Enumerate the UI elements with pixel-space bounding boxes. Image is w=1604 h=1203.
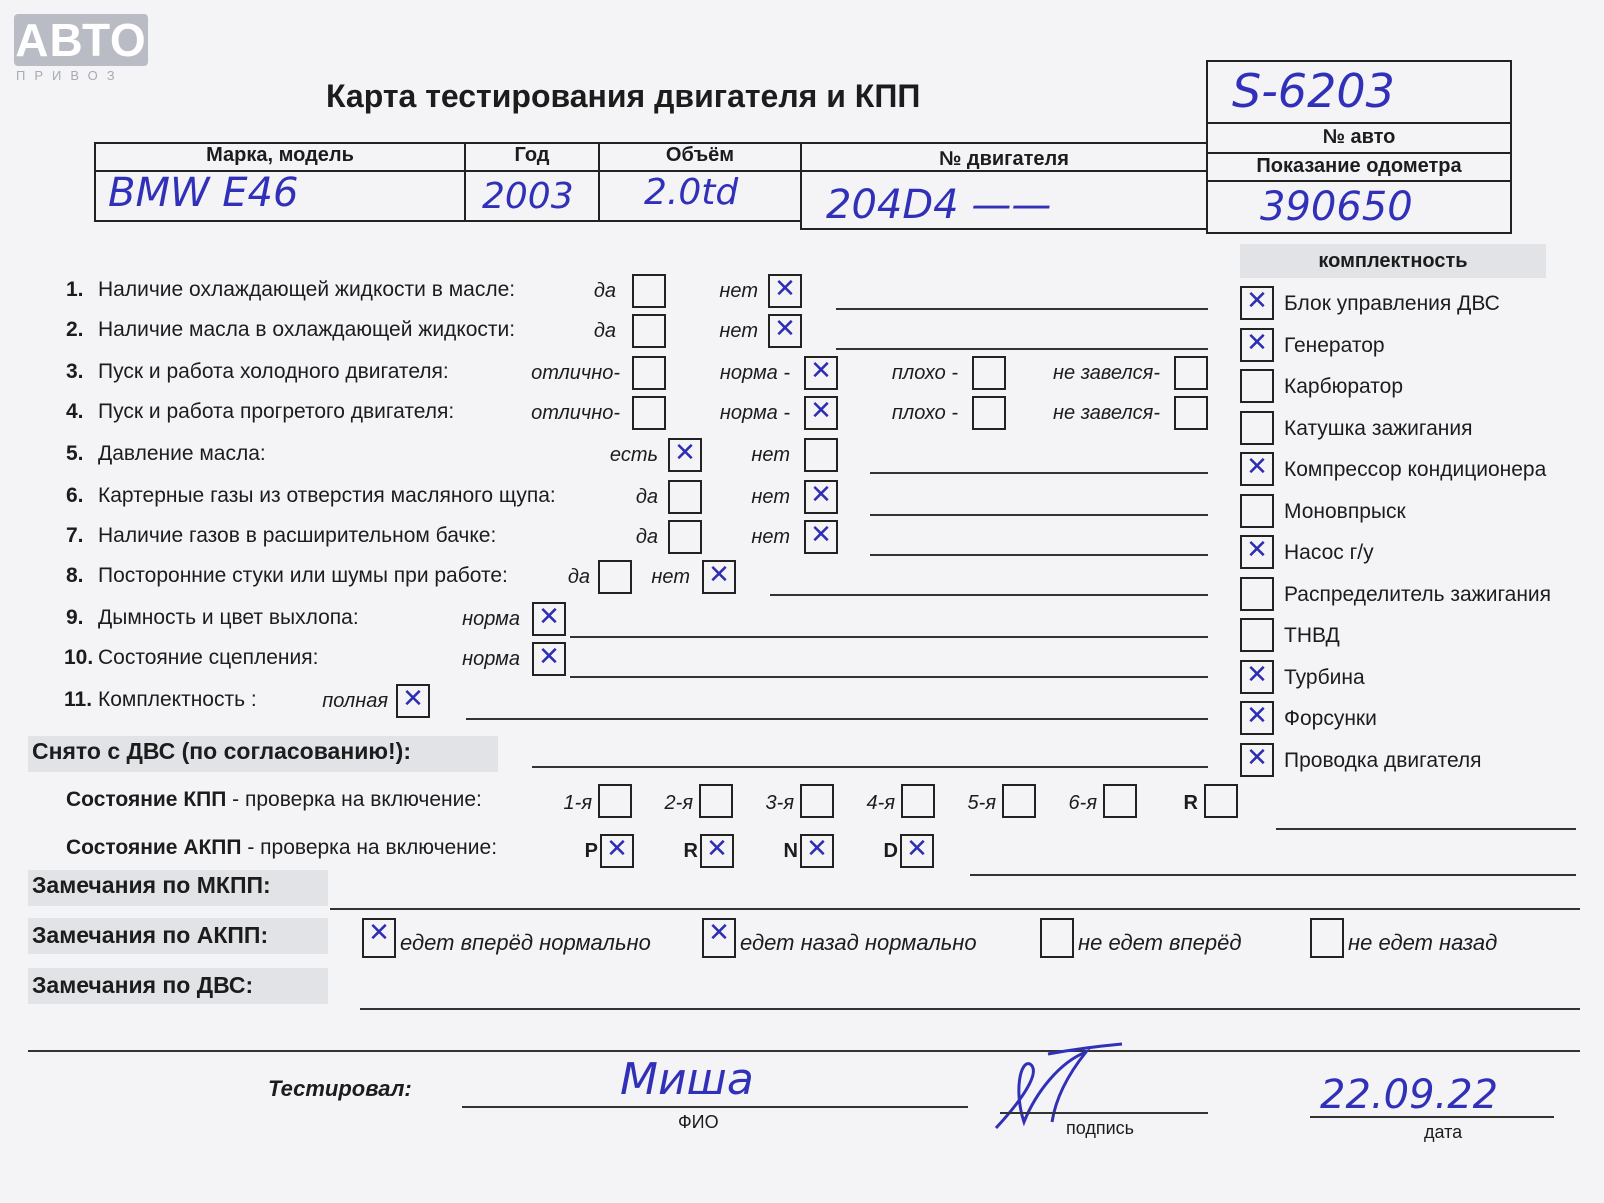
akpp-remark-label: едет вперёд нормально [400,930,651,955]
option-label: плохо - [891,402,958,424]
completeness-item-label: Проводка двигателя [1284,748,1482,772]
tested-label: Тестировал: [268,1076,412,1101]
kpp-label-bold: Состояние КПП [66,788,227,811]
name-value: Миша [620,1054,754,1105]
completeness-item-label: Распределитель зажигания [1284,582,1552,606]
akpp-remark-label: не едет назад [1348,930,1498,955]
question-number: 7. [66,524,84,547]
completeness-checkbox[interactable] [1240,411,1274,445]
odometer-label: Показание одометра [1256,155,1462,177]
odometer-value: 390650 [1260,184,1413,230]
removed-label: Снято с ДВС (по согласованию!): [32,738,411,764]
completeness-item-label: Карбюратор [1284,375,1404,398]
kpp-gear-checkbox[interactable] [901,784,935,818]
option-label: нет [719,280,758,302]
kpp-gear-label: R [1183,792,1198,814]
question-text: Наличие масла в охлаждающей жидкости: [98,318,516,341]
option-checkbox[interactable] [632,274,666,308]
kpp-gear-checkbox[interactable] [1204,784,1238,818]
signature-line [1000,1112,1208,1114]
kpp-label [66,788,482,812]
option-label: да [593,320,616,342]
completeness-item-label: Форсунки [1284,707,1377,730]
option-checkbox[interactable] [804,396,838,430]
option-checkbox[interactable] [668,480,702,514]
akpp-remark-checkbox[interactable] [1310,918,1344,958]
kpp-gear-label: 1-я [563,792,592,814]
question-number: 9. [66,606,84,629]
akpp-label-bold: Состояние АКПП [66,836,242,859]
option-checkbox[interactable] [598,560,632,594]
question-text: Посторонние стуки или шумы при работе: [98,564,508,587]
completeness-checkbox[interactable] [1240,369,1274,403]
logo: АВТО [15,14,147,66]
kpp-gear-checkbox[interactable] [699,784,733,818]
signature-caption: подпись [1066,1118,1135,1138]
akpp-gear-checkbox[interactable] [700,834,734,868]
option-label: полная [322,690,388,712]
date-caption: дата [1424,1122,1463,1142]
question-text: Наличие охлаждающей жидкости в масле: [98,278,516,301]
akpp-gear-label: R [683,840,698,862]
remarks-dvs-line-2 [28,1050,1580,1052]
question-text: Комплектность : [98,688,257,711]
option-checkbox[interactable] [396,684,430,718]
year-label: Год [514,144,550,166]
completeness-checkbox[interactable] [1240,535,1274,569]
akpp-remark-checkbox[interactable] [1040,918,1074,958]
question-text: Картерные газы из отверстия масляного щупа: [98,484,556,507]
question-number: 11. [64,688,93,711]
option-label: норма [462,608,520,630]
logo-subtitle: ПРИВОЗ [16,68,124,83]
kpp-gear-label: 5-я [967,792,996,814]
completeness-checkbox[interactable] [1240,701,1274,735]
answer-line [836,308,1208,310]
volume-label: Объём [665,144,735,166]
kpp-line [1276,828,1576,830]
option-checkbox[interactable] [668,520,702,554]
option-checkbox[interactable] [632,314,666,348]
option-checkbox[interactable] [702,560,736,594]
completeness-item-label: Компрессор кондиционера [1284,458,1547,481]
option-checkbox[interactable] [532,602,566,636]
completeness-checkbox[interactable] [1240,660,1274,694]
option-checkbox[interactable] [632,356,666,390]
option-label: нет [719,320,758,342]
make-label: Марка, модель [206,144,354,166]
completeness-item-label: Генератор [1284,333,1385,357]
date-line [1310,1116,1554,1118]
answer-line [870,554,1208,556]
question-text: Давление масла: [98,442,266,465]
option-label: нет [751,444,790,466]
option-label: норма - [719,402,790,424]
completeness-checkbox[interactable] [1240,286,1274,320]
akpp-gear-label: D [883,840,898,862]
question-number: 8. [66,564,84,587]
completeness-checkbox[interactable] [1240,452,1274,486]
remarks-akpp-label: Замечания по АКПП: [32,922,269,948]
date-value: 22.09.22 [1320,1072,1499,1118]
question-number: 5. [66,442,84,465]
answer-line [570,636,1208,638]
completeness-checkbox[interactable] [1240,743,1274,777]
answer-line [770,594,1208,596]
question-text: Пуск и работа прогретого двигателя: [98,400,455,423]
kpp-label-rest: - проверка на включение: [226,788,482,811]
question-text: Состояние сцепления: [98,646,319,669]
option-checkbox[interactable] [804,438,838,472]
option-label: норма [462,648,520,670]
akpp-gear-checkbox[interactable] [800,834,834,868]
option-checkbox[interactable] [972,356,1006,390]
akpp-gear-label: N [783,840,798,862]
completeness-checkbox[interactable] [1240,577,1274,611]
option-label: да [593,280,616,302]
kpp-gear-label: 2-я [664,792,693,814]
completeness-item-label: Насос г/у [1284,541,1374,564]
completeness-checkbox[interactable] [1240,494,1274,528]
option-checkbox[interactable] [668,438,702,472]
option-checkbox[interactable] [768,274,802,308]
completeness-title: комплектность [1318,250,1468,272]
question-text: Наличие газов в расширительном бачке: [98,524,497,547]
option-checkbox[interactable] [804,480,838,514]
kpp-gear-checkbox[interactable] [1103,784,1137,818]
question-number: 6. [66,484,84,507]
option-label: да [635,526,658,548]
option-checkbox[interactable] [972,396,1006,430]
option-checkbox[interactable] [532,642,566,676]
akpp-gear-label: P [584,840,598,862]
option-checkbox[interactable] [1174,396,1208,430]
option-label: есть [609,444,658,466]
question-number: 2. [66,318,84,341]
akpp-gear-checkbox[interactable] [600,834,634,868]
option-label: нет [651,566,690,588]
removed-line [532,766,1208,768]
option-label: не завелся- [1053,362,1160,384]
remarks-dvs-line [360,1008,1580,1010]
kpp-gear-label: 6-я [1068,792,1097,814]
name-caption: ФИО [678,1112,719,1132]
engine-label: № двигателя [939,148,1069,170]
option-checkbox[interactable] [632,396,666,430]
option-label: да [567,566,590,588]
option-label: нет [751,486,790,508]
kpp-gear-label: 4-я [866,792,895,814]
answer-line [466,718,1208,720]
answer-line [870,514,1208,516]
completeness-checkbox[interactable] [1240,328,1274,362]
akpp-label-rest: - проверка на включение: [241,836,498,859]
akpp-remark-label: едет назад нормально [740,930,977,955]
answer-line [570,676,1208,678]
option-checkbox[interactable] [1174,356,1208,390]
question-number: 3. [66,360,84,383]
question-number: 4. [66,400,84,423]
remarks-dvs-label: Замечания по ДВС: [32,972,254,998]
akpp-gear-checkbox[interactable] [900,834,934,868]
completeness-item-label: ТНВД [1284,624,1340,647]
auto-number-value: S-6203 [1232,64,1395,118]
question-number: 1. [66,278,84,301]
engine-value: 204D4 —— [826,182,1052,228]
option-label: плохо - [891,362,958,384]
option-checkbox[interactable] [804,520,838,554]
akpp-remark-label: не едет вперёд [1078,930,1242,955]
kpp-gear-label: 3-я [765,792,794,814]
volume-value: 2.0td [644,172,739,213]
completeness-item-label: Блок управления ДВС [1284,292,1500,315]
completeness-item-label: Катушка зажигания [1284,416,1473,440]
question-number: 10. [64,646,94,669]
option-label: не завелся- [1053,402,1160,424]
answer-line [870,472,1208,474]
year-value: 2003 [482,176,574,217]
option-label: отлично- [531,402,620,424]
option-checkbox[interactable] [768,314,802,348]
remarks-mkpp-label: Замечания по МКПП: [32,872,271,898]
kpp-gear-checkbox[interactable] [598,784,632,818]
option-label: да [635,486,658,508]
question-text: Пуск и работа холодного двигателя: [98,360,449,383]
akpp-remark-checkbox[interactable] [362,918,396,958]
akpp-label [66,836,497,860]
question-text: Дымность и цвет выхлопа: [98,606,359,629]
completeness-item-label: Моновпрыск [1284,499,1406,523]
completeness-checkbox[interactable] [1240,618,1274,652]
auto-number-label: № авто [1322,126,1396,148]
option-label: нет [751,526,790,548]
answer-line [836,348,1208,350]
make-value: BMW E46 [108,170,299,216]
completeness-item-label: Турбина [1284,665,1365,689]
remarks-mkpp-line [330,908,1580,910]
name-line [462,1106,968,1108]
akpp-remark-checkbox[interactable] [702,918,736,958]
option-checkbox[interactable] [804,356,838,390]
option-label: норма - [719,362,790,384]
page-title: Карта тестирования двигателя и КПП [326,78,921,114]
option-label: отлично- [531,362,620,384]
akpp-line [970,874,1576,876]
kpp-gear-checkbox[interactable] [1002,784,1036,818]
kpp-gear-checkbox[interactable] [800,784,834,818]
